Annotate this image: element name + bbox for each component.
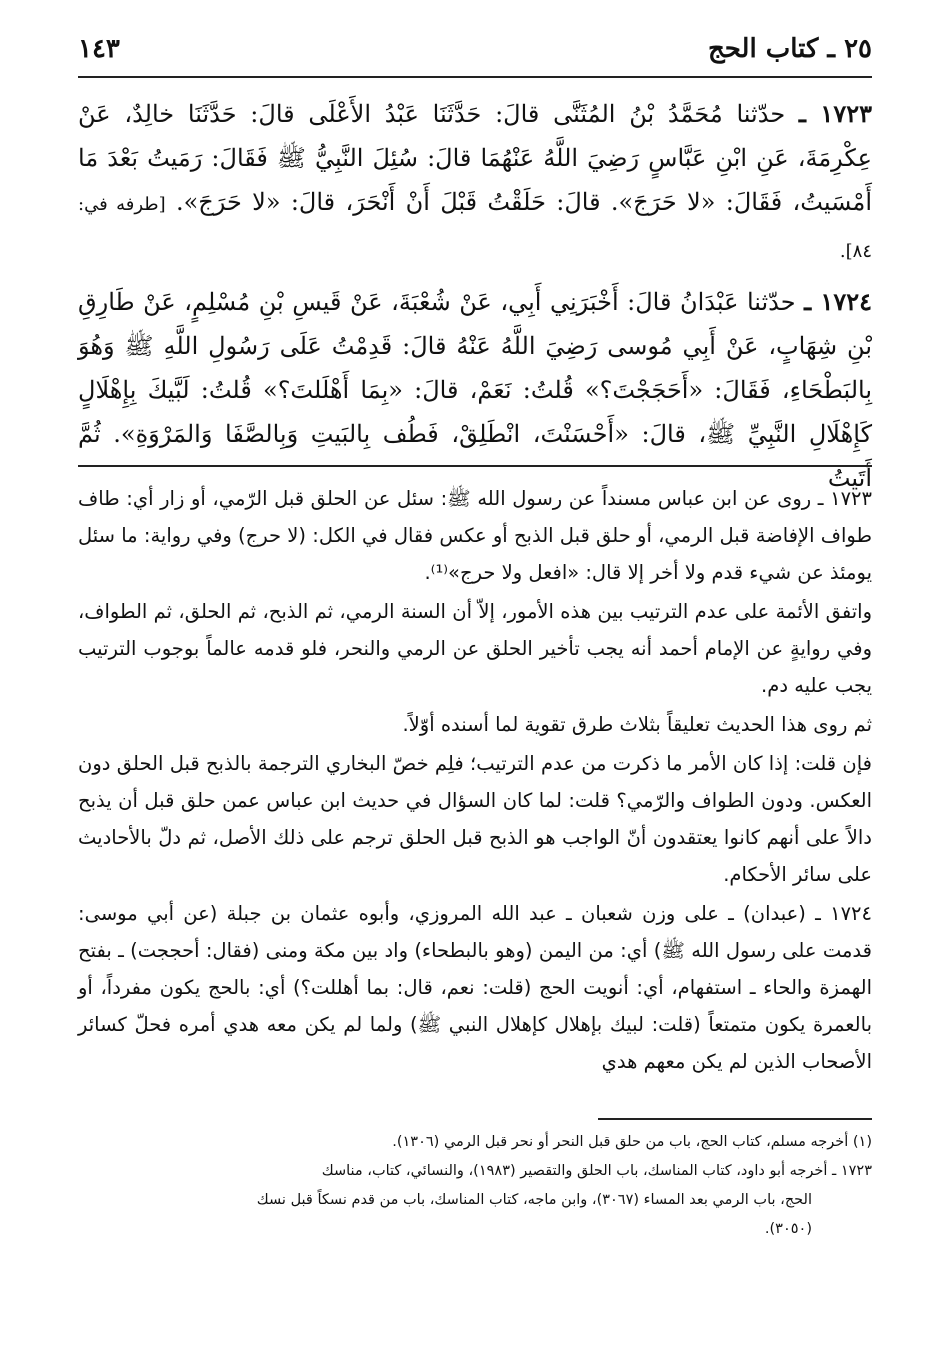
commentary-paragraph: واتفق الأئمة على عدم الترتيب بين هذه الأمور، إلاّ أن السنة الرمي، ثم الذبح، ثم الحلق، ثم الطواف، وفي روايةٍ عن الإمام أحمد أنه يجب تأخير الحلق عن الرمي والنحر، فلو قدمه عالماً بوجوب الترتيب يجب عليه دم. xyxy=(78,600,872,697)
footnote-continuation: (٣٠٥٠). xyxy=(764,1221,812,1237)
page-number: ١٤٣ xyxy=(78,34,120,64)
commentary-paragraph: فإن قلت: إذا كان الأمر ما ذكرت من عدم الترتيب؛ فلِم خصّ البخاري الترجمة بالذبح قبل الحلق دون العكس. ودون الطواف والرّمي؟ قلت: لما كان السؤال في حديث ابن عباس عمن حلق قبل أن يذبح دالاً على أنهم كانوا يعتقدون أنّ الواجب هو الذبح قبل الحلق ترجم على ذلك الأصل، ثم دلّ بالأحاديث على سائر الأحكام. xyxy=(78,752,872,886)
commentary-rule xyxy=(78,465,872,467)
commentary xyxy=(78,480,872,1082)
hadith-body: حدّثنا مُحَمَّدُ بْنُ المُثَنَّى قالَ: حَدَّثَنَا عَبْدُ الأَعْلَى قالَ: حَدَّثَنَا خالِدٌ، عَنْ عِكْرِمَةَ، عَنِ ابْنِ عَبَّاسٍ رَضِيَ اللَّهُ عَنْهُمَا قالَ: سُئِلَ النَّبِيُّ ﷺ فَقَالَ: رَمَيتُ بَعْدَ مَا أَمْسَيتُ، فَقَالَ: «لا حَرَجَ». قالَ: حَلَقْتُ قَبْلَ أَنْ أَنْحَرَ، قالَ: «لا حَرَجَ». xyxy=(78,100,872,216)
hadith-number: ١٧٢٣ ـ xyxy=(798,99,872,128)
commentary-paragraph: ثم روى هذا الحديث تعليقاً بثلاث طرق تقوية لما أسنده أوّلاً. xyxy=(402,713,872,736)
footnote: ١٧٢٣ ـ أخرجه أبو داود، كتاب المناسك، باب الحلق والتقصير (١٩٨٣)، والنسائي، كتاب، مناسك xyxy=(321,1163,872,1179)
footnote: (١) أخرجه مسلم، كتاب الحج، باب من حلق قبل النحر أو نحر قبل الرمي (١٣٠٦). xyxy=(392,1134,872,1150)
footnotes xyxy=(78,1128,872,1244)
chapter-title: ٢٥ ـ كتاب الحج xyxy=(707,34,872,64)
footnote-rule xyxy=(598,1118,872,1120)
commentary-paragraph: ١٧٢٤ ـ (عبدان) ـ على وزن شعبان ـ عبد الله المروزي، وأبوه عثمان بن جبلة (عن أبي موسى: قدمت على رسول الله ﷺ) أي: من اليمن (وهو بالبطحاء) واد بين مكة ومنى (فقال: أحججت) ـ بفتح الهمزة والحاء ـ استفهام، أي: أنويت الحج (قلت: نعم، قال: بما أهللت؟) أي: بالحج يكون مفرداً، أو بالعمرة يكون متمتعاً (قلت: لبيك بإهلال كإهلال النبي ﷺ) ولما لم يكن معه هدي أمره فحلّ كسائر الأصحاب الذين لم يكن معهم هدي xyxy=(78,902,872,1073)
footnote-continuation: الحج، باب الرمي بعد المساء (٣٠٦٧)، وابن ماجه، كتاب المناسك، باب من قدم نسكاً قبل نسك xyxy=(256,1192,812,1208)
hadith-text xyxy=(78,92,872,506)
hadith-reference: [طرفه في: ٨٤]. xyxy=(78,194,872,262)
page-header xyxy=(78,28,872,72)
hadith-1723 xyxy=(78,92,872,274)
hadith-number: ١٧٢٤ ـ xyxy=(804,287,873,316)
hadith-body: حدّثنا عَبْدَانُ قالَ: أَخْبَرَنِي أَبِي، عَنْ شُعْبَةَ، عَنْ قَيسِ بْنِ مُسْلِمٍ، عَنْ طَارِقِ بْنِ شِهَابٍ، عَنْ أَبِي مُوسى رَضِيَ اللَّهُ عَنْهُ قالَ: قَدِمْتُ عَلَى رَسُولِ اللَّهِ ﷺ وَهُوَ بِالبَطْحَاءِ، فَقَالَ: «أَحَجَجْتَ؟» قُلتُ: نَعَمْ، قالَ: «بِمَا أَهْلَلتَ؟» قُلتُ: لَبَّيكَ بِإِهْلَالٍ كَإِهْلَالِ النَّبِيِّ ﷺ، قالَ: «أَحْسَنْتَ، انْطَلِقْ، فَطُف بِالبَيتِ وَبِالصَّفَا وَالمَرْوَةِ». ثُمَّ أَتَيتُ xyxy=(78,288,873,492)
header-rule xyxy=(78,76,872,78)
commentary-paragraph: ١٧٢٣ ـ روى عن ابن عباس مسنداً عن رسول الله ﷺ: سئل عن الحلق قبل الرّمي، أو زار أي: طاف طواف الإفاضة قبل الرمي، أو حلق قبل الذبح أو عكس فقال في الكل: (لا حرج) وفي رواية: ما سئل يومئذ عن شيء قدم ولا أخر إلا قال: «افعل ولا حرج»⁽¹⁾. xyxy=(78,487,872,584)
hadith-1724 xyxy=(78,280,872,500)
